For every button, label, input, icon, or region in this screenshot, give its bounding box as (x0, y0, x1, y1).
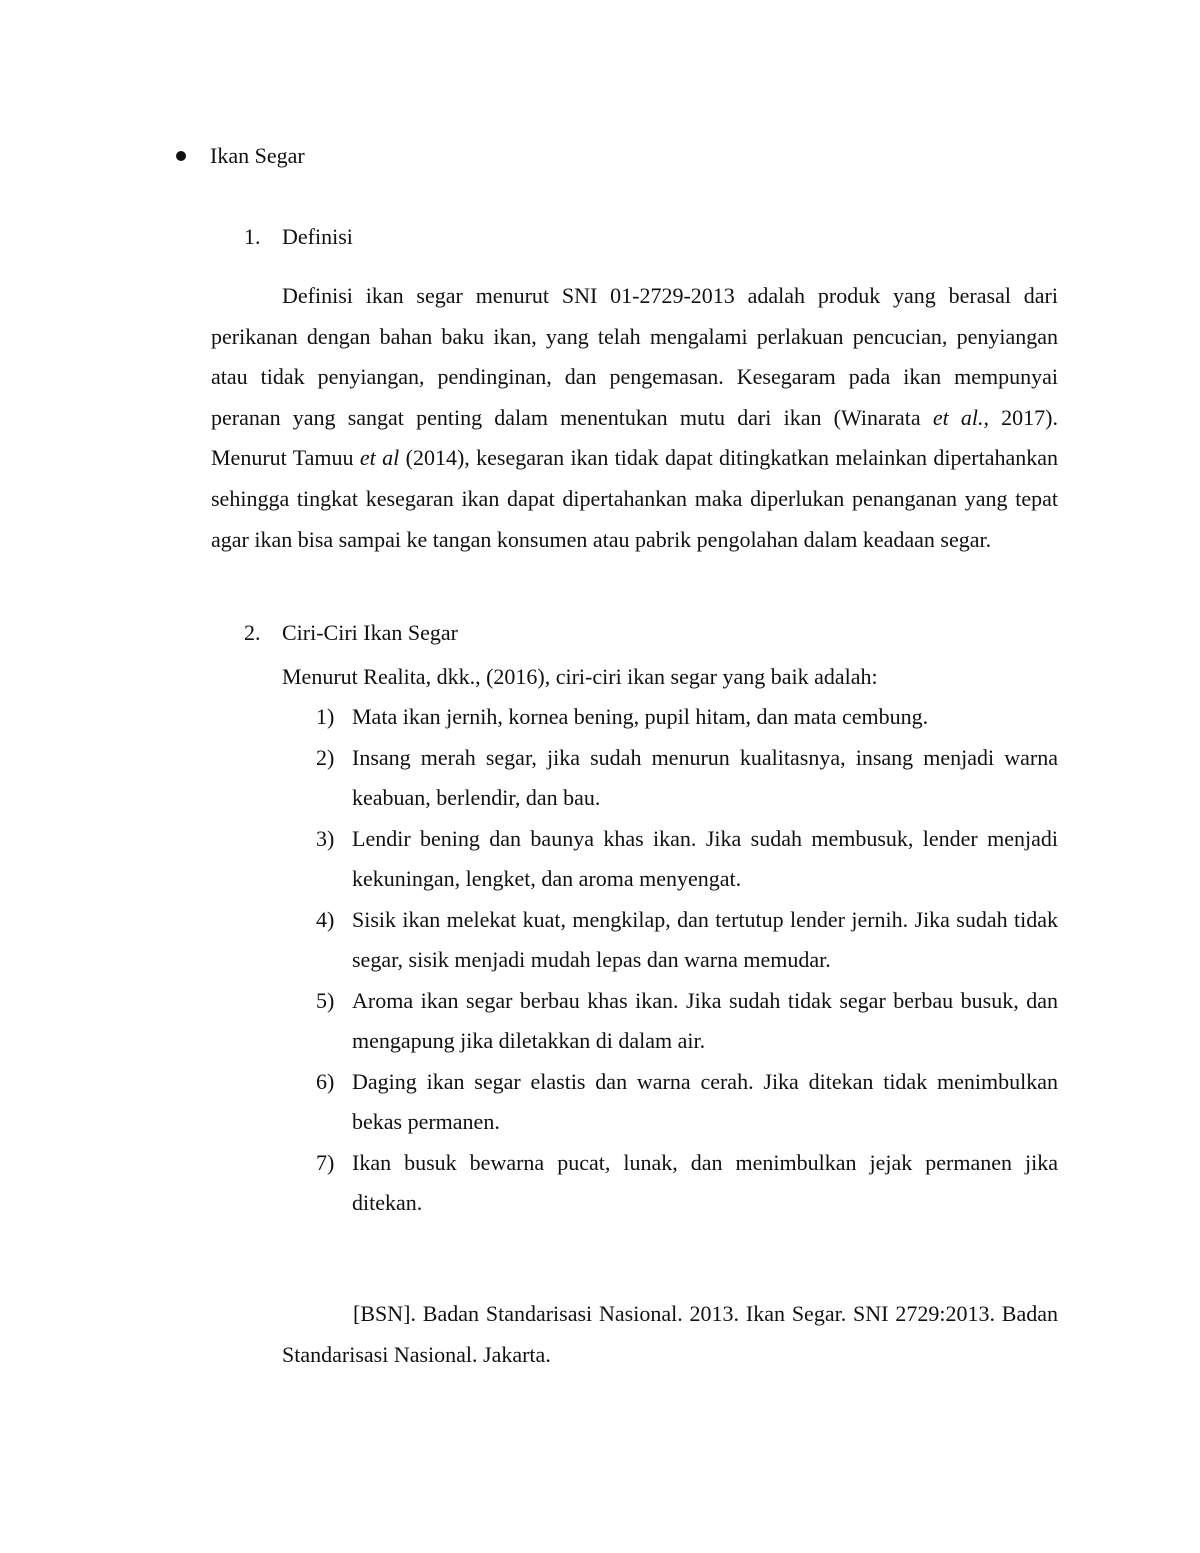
list-item (316, 819, 1058, 900)
list-item (316, 697, 1058, 738)
list-item (316, 738, 1058, 819)
paragraph-italic-segment: et al (359, 445, 400, 471)
section-number: 1. (244, 224, 261, 249)
list-item-text: Sisik ikan melekat kuat, mengkilap, dan tertutup lender jernih. Jika sudah tidak segar, sisik menjadi mudah lepas dan warna memudar. (352, 906, 1058, 972)
list-item-number: 6) (316, 1068, 335, 1094)
list-item (316, 1062, 1058, 1143)
criteria-list (316, 697, 1058, 1224)
paragraph-italic-segment: et al. (932, 404, 984, 430)
list-item (316, 1143, 1058, 1224)
list-item-text: Aroma ikan segar berbau khas ikan. Jika sudah tidak segar berbau busuk, dan mengapung jika diletakkan di dalam air. (352, 987, 1058, 1053)
list-item (316, 900, 1058, 981)
criteria-intro: Menurut Realita, dkk., (2016), ciri-ciri ikan segar yang baik adalah: (282, 664, 878, 689)
list-item-number: 1) (316, 704, 335, 729)
list-item-number: 3) (316, 825, 335, 851)
paragraph-segment: (2014), kesegaran ikan tidak dapat ditingkatkan melainkan dipertahankan sehingga tingkat kesegaran ikan dapat dipertahankan maka diperlukan penanganan yang tepat agar ikan bisa sampai ke tangan konsumen atau pabrik pengolahan dalam keadaan segar. (211, 445, 1058, 552)
list-item-text: Ikan busuk bewarna pucat, lunak, dan menimbulkan jejak permanen jika ditekan. (352, 1149, 1058, 1215)
bullet-label: Ikan Segar (210, 143, 305, 168)
list-item-text: Mata ikan jernih, kornea bening, pupil hitam, dan mata cembung. (352, 704, 929, 729)
paragraph-segment: Definisi ikan segar menurut SNI 01-2729-2013 adalah produk yang berasal dari perikanan dengan bahan baku ikan, yang telah mengalami perlakuan pencucian, penyiangan atau tidak penyiangan, pendinginan, dan pengemasan. Kesegaram pada ikan mempunyai peranan yang sangat penting dalam menentukan mutu dari ikan (Winarata (211, 283, 1058, 430)
bullet-dot-icon (176, 151, 186, 161)
reference-entry: [BSN]. Badan Standarisasi Nasional. 2013. Ikan Segar. SNI 2729:2013. Badan Standarisasi Nasional. Jakarta. (282, 1301, 1058, 1367)
section-title: Definisi (282, 224, 353, 249)
list-item-number: 4) (316, 906, 335, 932)
section-title: Ciri-Ciri Ikan Segar (282, 620, 458, 645)
section-number: 2. (244, 620, 261, 645)
list-item-text: Lendir bening dan baunya khas ikan. Jika sudah membusuk, lender menjadi kekuningan, lengket, dan aroma menyengat. (352, 825, 1058, 891)
list-item-text: Daging ikan segar elastis dan warna cerah. Jika ditekan tidak menimbulkan bekas permanen. (352, 1068, 1058, 1134)
list-item-number: 2) (316, 744, 335, 770)
definition-paragraph (211, 276, 1058, 560)
list-item-text: Insang merah segar, jika sudah menurun kualitasnya, insang menjadi warna keabuan, berlendir, dan bau. (352, 744, 1058, 810)
paragraph-segment: , 2017). Menurut Tamuu (211, 404, 1058, 471)
list-item-number: 5) (316, 987, 335, 1013)
list-item-number: 7) (316, 1149, 335, 1175)
list-item (316, 981, 1058, 1062)
